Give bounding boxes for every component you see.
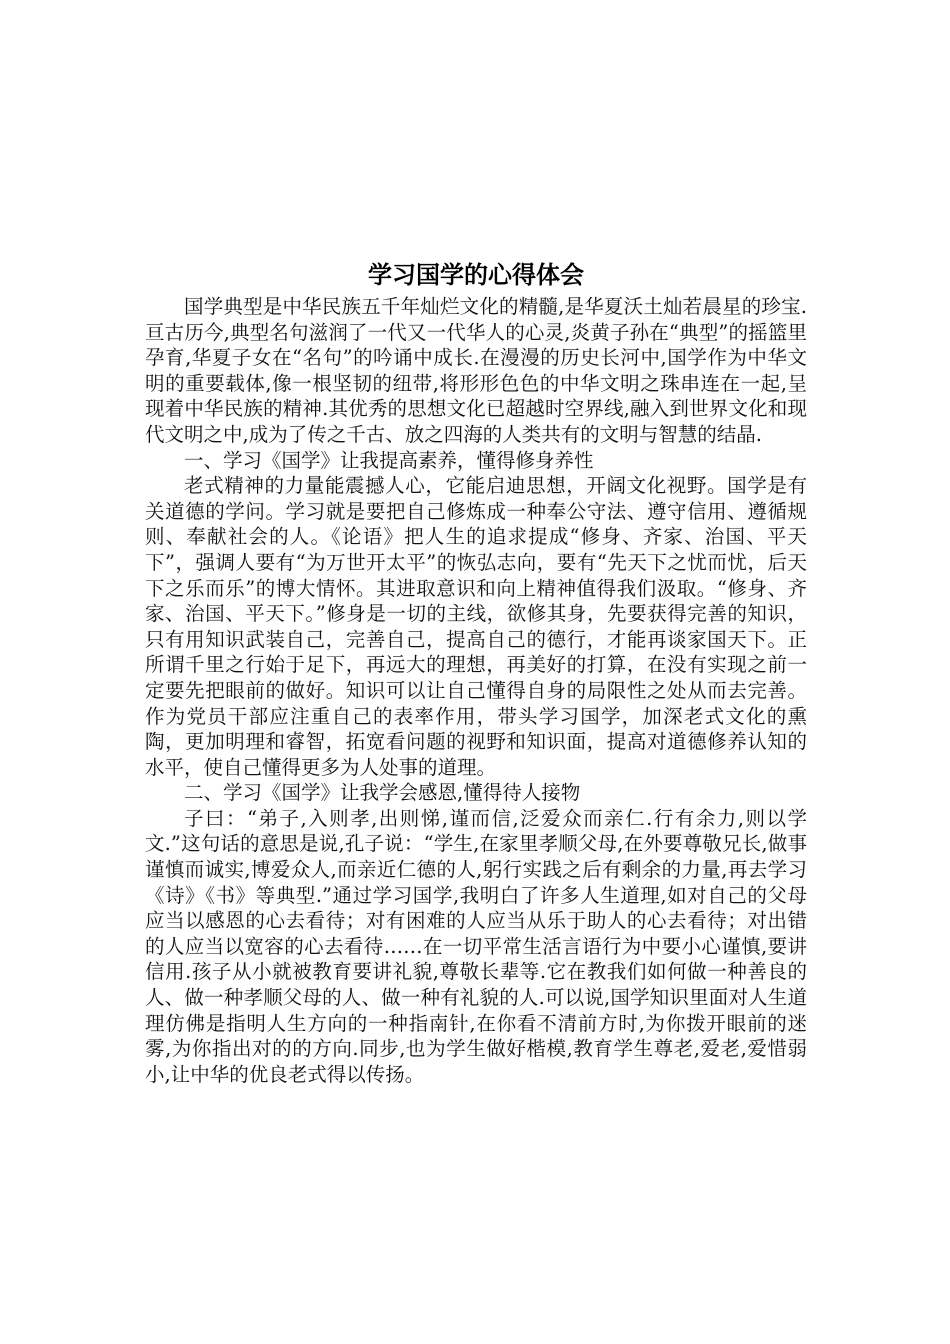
section-1-paragraph: 老式精神的力量能震撼人心，它能启迪思想，开阔文化视野。国学是有关道德的学问。学习就是要把自己修炼成一种奉公守法、遵守信用、遵循规则、奉献社会的人。《论语》把人生的追求提成“修身、齐家、治国、平天下”，强调人要有“为万世开太平”的恢弘志向，要有“先天下之忧而忧，后天下之乐而乐”的博大情怀。其进取意识和向上精神值得我们汲取。“修身、齐家、治国、平天下。”修身是一切的主线，欲修其身，先要获得完善的知识，只有用知识武装自己，完善自己，提高自己的德行，才能再谈家国天下。正所谓千里之行始于足下，再远大的理想，再美好的打算，在没有实现之前一定要先把眼前的做好。知识可以让自己懂得自身的局限性之处从而去完善。作为党员干部应注重自己的表率作用，带头学习国学，加深老式文化的熏陶，更加明理和睿智，拓宽看问题的视野和知识面，提高对道德修养认知的水平，使自己懂得更多为人处事的道理。 [145,474,807,779]
section-2-heading: 二、学习《国学》让我学会感恩,懂得待人接物 [184,781,581,805]
section-1-heading: 一、学习《国学》让我提高素养，懂得修身养性 [184,448,594,472]
document-body [145,258,807,1087]
document-title: 学习国学的心得体会 [368,261,584,289]
intro-paragraph: 国学典型是中华民族五千年灿烂文化的精髓,是华夏沃土灿若晨星的珍宝.亘古历今,典型名句滋润了一代又一代华人的心灵,炎黄子孙在“典型”的摇篮里孕育,华夏子女在“名句”的吟诵中成长.在漫漫的历史长河中,国学作为中华文明的重要载体,像一根坚韧的纽带,将形形色色的中华文明之珠串连在一起,呈现着中华民族的精神.其优秀的思想文化已超越时空界线,融入到世界文化和现代文明之中,成为了传之千古、放之四海的人类共有的文明与智慧的结晶. [145,295,807,446]
section-2-paragraph: 子曰：“弟子,入则孝,出则悌,谨而信,泛爱众而亲仁.行有余力,则以学文.”这句话的意思是说,孔子说：“学生,在家里孝顺父母,在外要尊敬兄长,做事谨慎而诚实,博爱众人,而亲近仁德的人,躬行实践之后有剩余的力量,再去学习《诗》《书》等典型.”通过学习国学,我明白了许多人生道理,如对自己的父母应当以感恩的心去看待；对有困难的人应当从乐于助人的心去看待；对出错的人应当以宽容的心去看待……在一切平常生活言语行为中要小心谨慎,要讲信用.孩子从小就被教育要讲礼貌,尊敬长辈等.它在教我们如何做一种善良的人、做一种孝顺父母的人、做一种有礼貌的人.可以说,国学知识里面对人生道理仿佛是指明人生方向的一种指南针,在你看不清前方时,为你拨开眼前的迷雾,为你指出对的的方向.同步,也为学生做好楷模,教育学生尊老,爱老,爱惜弱小,让中华的优良老式得以传扬。 [145,806,807,1086]
